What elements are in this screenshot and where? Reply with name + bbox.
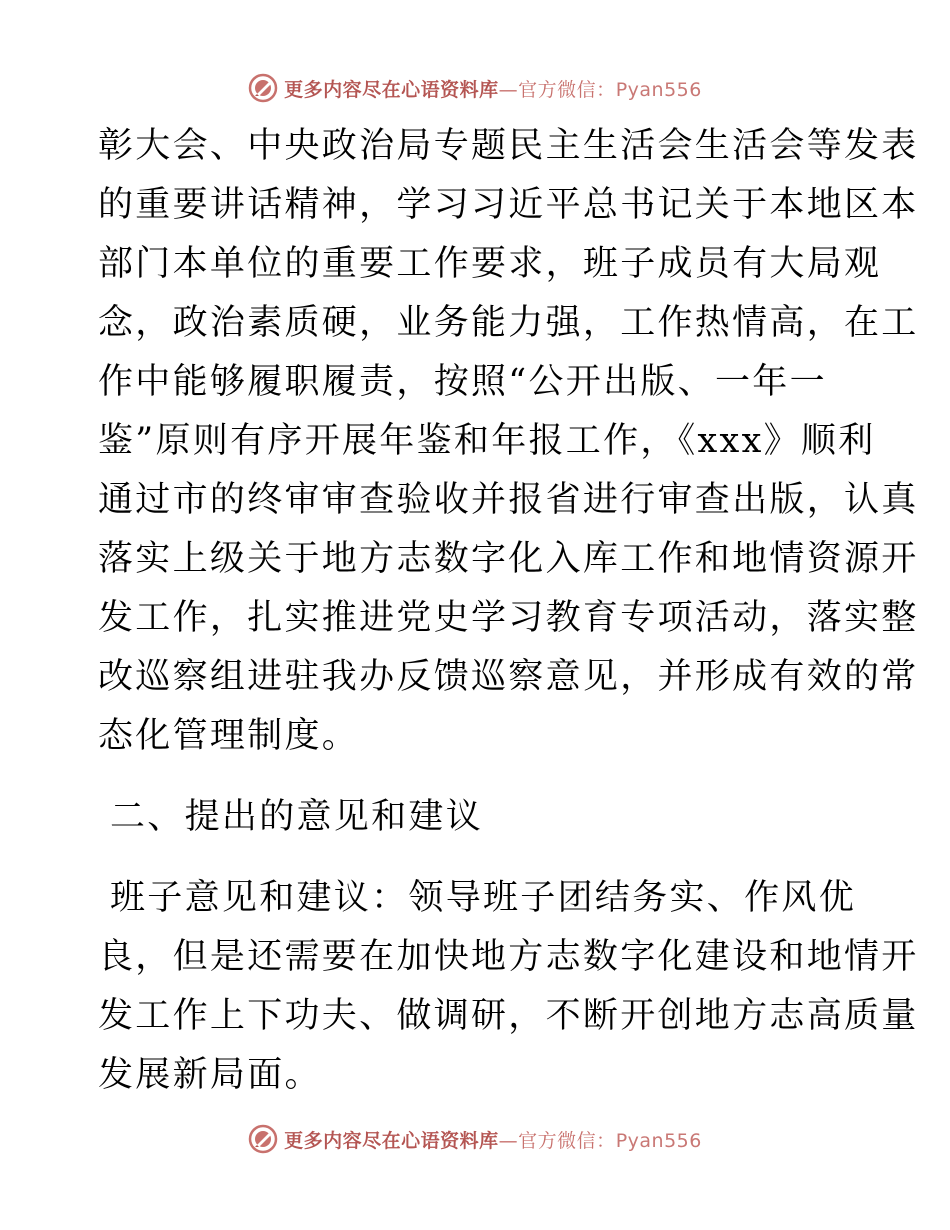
watermark-brand: 更多内容尽在心语资料库 — [284, 1129, 499, 1152]
text-line: 通过市的终审审查验收并报省进行审查出版，认真 — [98, 480, 919, 520]
text-line: 鉴”原则有序开展年鉴和年报工作，《xxx》顺利 — [98, 421, 876, 461]
watermark-dash: — — [498, 78, 519, 101]
text-line: 发工作，扎实推进党史学习教育专项活动，落实整 — [98, 598, 919, 638]
paragraph-1 — [98, 117, 919, 766]
watermark-label: 官方微信： — [518, 78, 616, 101]
text-line: 改巡察组进驻我办反馈巡察意见，并形成有效的常 — [98, 657, 919, 697]
text-line: 部门本单位的重要工作要求，班子成员有大局观 — [98, 244, 882, 284]
footer-watermark — [0, 1124, 950, 1154]
text-line: 态化管理制度。 — [98, 716, 360, 756]
text-line: 作中能够履职履责，按照“公开出版、一年一 — [98, 362, 827, 402]
header-watermark — [0, 73, 950, 103]
watermark-wechat-id: Pyan556 — [615, 78, 702, 101]
watermark-wechat-id: Pyan556 — [615, 1129, 702, 1152]
watermark-dash: — — [498, 1129, 519, 1152]
watermark-text — [284, 75, 702, 102]
text-line: 落实上级关于地方志数字化入库工作和地情资源开 — [98, 539, 919, 579]
pen-logo-icon — [248, 1124, 278, 1154]
text-line: 彰大会、中央政治局专题民主生活会生活会等发表 — [98, 126, 919, 166]
watermark-brand: 更多内容尽在心语资料库 — [284, 78, 499, 101]
document-body — [98, 117, 919, 1105]
text-line: 班子意见和建议：领导班子团结务实、作风优 — [110, 878, 857, 918]
watermark-label: 官方微信： — [518, 1129, 616, 1152]
text-line: 良，但是还需要在加快地方志数字化建设和地情开 — [98, 937, 919, 977]
text-line: 发工作上下功夫、做调研，不断开创地方志高质量 — [98, 996, 919, 1036]
pen-logo-icon — [248, 73, 278, 103]
section-heading: 二、提出的意见和建议 — [110, 797, 484, 837]
paragraph-2 — [98, 869, 919, 1105]
paragraph-gap — [98, 766, 858, 788]
watermark-text — [284, 1126, 702, 1153]
text-line: 的重要讲话精神，学习习近平总书记关于本地区本 — [98, 185, 919, 225]
text-line: 发展新局面。 — [98, 1055, 322, 1095]
paragraph-gap — [98, 847, 858, 869]
text-line: 念，政治素质硬，业务能力强，工作热情高，在工 — [98, 303, 919, 343]
